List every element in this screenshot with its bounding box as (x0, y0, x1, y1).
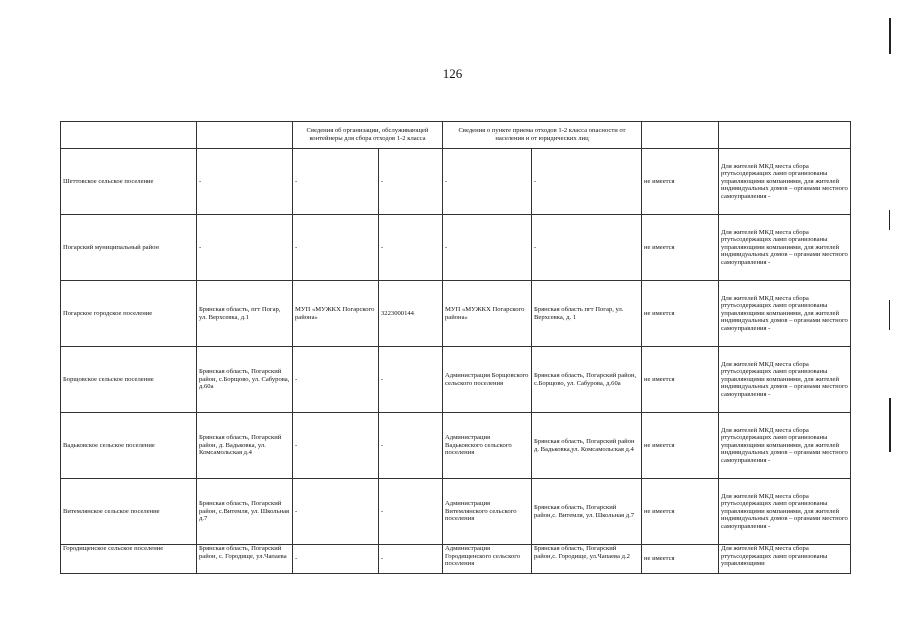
address-cell: Брянская область, Погарский район, с. Городище, ул.Чапаева (197, 545, 293, 574)
header-empty-cell (642, 122, 719, 149)
point-address-cell: Брянская область, Погарский район,с. Витемля, ул. Школьная д.7 (532, 479, 642, 545)
table-row (61, 479, 851, 545)
settlement-cell: Погарский муниципальный район (61, 215, 197, 281)
inn-cell: - (379, 215, 443, 281)
org-cell: - (293, 479, 379, 545)
header-empty-cell (719, 122, 851, 149)
org-cell: - (293, 215, 379, 281)
header-empty-cell (197, 122, 293, 149)
note-cell: Для жителей МКД места сбора ртутьсодержащих ламп организованы управляющими компаниями, для жителей индивидуальных домов – органами местного самоуправления - (719, 479, 851, 545)
scan-edge-mark (889, 18, 891, 54)
point-org-cell: - (443, 149, 532, 215)
scan-edge-mark (889, 300, 890, 330)
org-cell: - (293, 347, 379, 413)
table-row (61, 281, 851, 347)
org-cell: - (293, 545, 379, 574)
inn-cell: - (379, 545, 443, 574)
header-point-info: Сведения о пункте приема отходов 1-2 класса опасности от населения и от юридических лиц (443, 122, 642, 149)
table-row (61, 347, 851, 413)
point-org-cell: Администрация Борщовского сельского поселения (443, 347, 532, 413)
header-row (61, 122, 851, 149)
point-address-cell: Брянская область пгт Погар, ул. Верхсевка, д. 1 (532, 281, 642, 347)
point-org-cell: Администрация Городищенского сельского поселения (443, 545, 532, 574)
settlement-cell: Борщовское сельское поселение (61, 347, 197, 413)
note-cell: Для жителей МКД места сбора ртутьсодержащих ламп организованы управляющими компаниями, для жителей индивидуальных домов – органами местного самоуправления - (719, 149, 851, 215)
status-cell: не имеется (642, 479, 719, 545)
address-cell: - (197, 149, 293, 215)
settlement-cell: Шеттовское сельское поселение (61, 149, 197, 215)
inn-cell: - (379, 149, 443, 215)
scan-edge-mark (889, 398, 891, 452)
point-org-cell: - (443, 215, 532, 281)
address-cell: Брянская область, Погарский район, д. Вадьковка, ул. Комсамольская д.4 (197, 413, 293, 479)
address-cell: Брянская область, пгт Погар, ул. Верхсевка, д.1 (197, 281, 293, 347)
table-row (61, 545, 851, 574)
point-org-cell: Администрация Витемлянского сельского поселения (443, 479, 532, 545)
status-cell: не имеется (642, 281, 719, 347)
inn-cell: - (379, 413, 443, 479)
inn-cell: - (379, 479, 443, 545)
page-number: 126 (442, 66, 463, 81)
note-cell: Для жителей МКД места сбора ртутьсодержащих ламп организованы управляющими (719, 545, 851, 574)
settlement-cell: Витемлянское сельское поселение (61, 479, 197, 545)
inn-cell: 3223000144 (379, 281, 443, 347)
status-cell: не имеется (642, 413, 719, 479)
settlement-cell: Городищенское сельское поселение (61, 545, 197, 574)
table-row (61, 149, 851, 215)
address-cell: - (197, 215, 293, 281)
point-address-cell: - (532, 149, 642, 215)
status-cell: не имеется (642, 545, 719, 574)
note-cell: Для жителей МКД места сбора ртутьсодержащих ламп организованы управляющими компаниями, для жителей индивидуальных домов – органами местного самоуправления - (719, 413, 851, 479)
org-cell: - (293, 413, 379, 479)
table-row (61, 413, 851, 479)
point-address-cell: - (532, 215, 642, 281)
header-empty-cell (61, 122, 197, 149)
settlement-cell: Погарское городское поселение (61, 281, 197, 347)
waste-collection-table (60, 121, 851, 574)
address-cell: Брянская область, Погарский район, с.Витемля, ул. Школьная д.7 (197, 479, 293, 545)
note-cell: Для жителей МКД места сбора ртутьсодержащих ламп организованы управляющими компаниями, для жителей индивидуальных домов – органами местного самоуправления - (719, 281, 851, 347)
point-org-cell: Администрация Вадьковского сельского поселения (443, 413, 532, 479)
point-address-cell: Брянская область, Погарский район, с.Борщово, ул. Сабурова, д.60а (532, 347, 642, 413)
status-cell: не имеется (642, 149, 719, 215)
point-address-cell: Брянская область, Погарский район д. Вадьковка,ул. Комсамольская д.4 (532, 413, 642, 479)
note-cell: Для жителей МКД места сбора ртутьсодержащих ламп организованы управляющими компаниями, для жителей индивидуальных домов – органами местного самоуправления - (719, 347, 851, 413)
scan-edge-mark (889, 210, 890, 230)
point-org-cell: МУП «МУЖКХ Погарского района» (443, 281, 532, 347)
status-cell: не имеется (642, 215, 719, 281)
inn-cell: - (379, 347, 443, 413)
status-cell: не имеется (642, 347, 719, 413)
point-address-cell: Брянская область, Погарский район,с. Городище, ул.Чапаева д.2 (532, 545, 642, 574)
table-row (61, 215, 851, 281)
org-cell: - (293, 149, 379, 215)
settlement-cell: Вадьковское сельское поселение (61, 413, 197, 479)
org-cell: МУП «МУЖКХ Погарского района» (293, 281, 379, 347)
note-cell: Для жителей МКД места сбора ртутьсодержащих ламп организованы управляющими компаниями, для жителей индивидуальных домов – органами местного самоуправления - (719, 215, 851, 281)
header-org-info: Сведения об организации, обслуживающей контейнеры для сбора отходов 1-2 класса (293, 122, 443, 149)
address-cell: Брянская область, Погарский район, с.Борщово, ул. Сабурова, д.60а (197, 347, 293, 413)
